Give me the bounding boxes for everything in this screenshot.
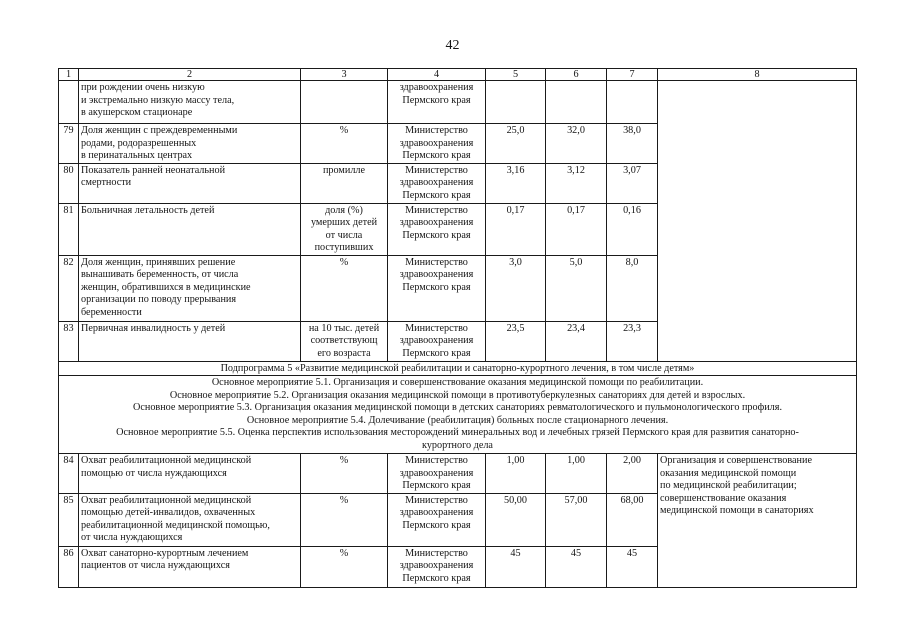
- value-cell-6: [546, 163, 607, 203]
- value-col5: 45: [510, 547, 521, 559]
- value-col6: 0,17: [567, 204, 585, 216]
- page-number: 42: [445, 38, 460, 53]
- row-number: 83: [63, 322, 74, 334]
- row-number: 86: [63, 547, 74, 559]
- unit-text: %: [339, 125, 349, 136]
- note-text: по медицинской реабилитации;: [660, 480, 797, 491]
- subprogram-title: Подпрограмма 5 «Развитие медицинской реабилитации и санаторно-курортного лечения, в том числе детям»: [220, 362, 695, 374]
- indicator-text: Доля женщин с преждевременными: [81, 125, 238, 136]
- value-col6: 57,00: [564, 494, 588, 506]
- unit-text: умерших детей: [310, 217, 378, 228]
- unit-cell: [301, 81, 388, 124]
- value-cell-5: [486, 255, 546, 321]
- value-col6: 45: [570, 547, 582, 559]
- value-col7: 0,16: [623, 204, 641, 216]
- value-col6: 1,00: [567, 455, 585, 466]
- indicator-cell: [79, 493, 301, 546]
- responsible-executor: Пермского края: [402, 519, 471, 531]
- row-number-cell: [59, 546, 79, 587]
- value-cell-7: [607, 255, 658, 321]
- column-number-2: 2: [79, 69, 301, 81]
- unit-cell: [301, 124, 388, 164]
- note-text: совершенствование оказания: [660, 492, 787, 504]
- value-cell-5: [486, 546, 546, 587]
- responsible-executor: здравоохранения: [399, 177, 474, 188]
- executor-cell: [388, 255, 486, 321]
- column-number-3: 3: [301, 69, 388, 81]
- row-number: 84: [63, 455, 74, 466]
- indicator-text: помощью детей-инвалидов, охваченных: [81, 507, 256, 518]
- responsible-executor: Министерство: [405, 494, 468, 506]
- value-cell-5: [486, 81, 546, 124]
- indicator-cell: [79, 203, 301, 255]
- responsible-executor: Пермского края: [402, 347, 471, 359]
- value-cell-6: [546, 81, 607, 124]
- activity-text: Основное мероприятие 5.4. Долечивание (реабилитация) больных после стационарного лечения.: [246, 414, 669, 426]
- value-cell-6: [546, 255, 607, 321]
- row-number: 79: [63, 125, 74, 136]
- unit-text: от числа: [325, 229, 363, 241]
- responsible-executor: Министерство: [405, 547, 468, 559]
- row-number: 80: [63, 164, 74, 176]
- value-cell-7: [607, 81, 658, 124]
- table-row: [59, 81, 857, 124]
- unit-text: %: [339, 494, 349, 506]
- activity-text: Основное мероприятие 5.2. Организация оказания медицинской помощи в противотуберкулезных санаториях для детей и взрослых.: [169, 389, 746, 401]
- row-number-cell: [59, 454, 79, 494]
- column-number-1: 1: [59, 69, 79, 81]
- responsible-executor: здравоохранения: [399, 137, 474, 149]
- unit-text: промилле: [322, 164, 366, 176]
- value-cell-7: [607, 493, 658, 546]
- responsible-executor: Министерство: [405, 204, 468, 216]
- row-number: 82: [63, 256, 74, 268]
- value-col6: 5,0: [569, 256, 583, 268]
- responsible-executor: Пермского края: [402, 189, 471, 201]
- responsible-executor: Пермского края: [402, 281, 471, 293]
- unit-text: его возраста: [317, 347, 371, 359]
- unit-cell: [301, 255, 388, 321]
- value-col6: 32,0: [567, 125, 585, 136]
- column-number-7: 7: [607, 69, 658, 81]
- value-cell-7: [607, 124, 658, 164]
- value-col5: 3,16: [506, 164, 525, 176]
- executor-cell: [388, 321, 486, 361]
- row-number: 85: [63, 494, 74, 506]
- executor-cell: [388, 203, 486, 255]
- unit-text: %: [339, 455, 349, 466]
- activity-text: Основное мероприятие 5.1. Организация и совершенствование оказания медицинской помощи по реабилитации.: [211, 377, 704, 388]
- responsible-executor: здравоохранения: [399, 269, 474, 280]
- value-cell-5: [486, 493, 546, 546]
- responsible-executor: Пермского края: [402, 572, 471, 584]
- table-header: [59, 69, 857, 81]
- indicator-text: смертности: [81, 177, 132, 188]
- indicator-text: в перинатальных центрах: [81, 150, 193, 161]
- unit-text: %: [339, 256, 349, 268]
- responsible-executor: Министерство: [405, 455, 468, 466]
- value-cell-6: [546, 203, 607, 255]
- indicator-text: в акушерском стационаре: [81, 107, 193, 118]
- indicator-text: вынашивать беременность, от числа: [81, 269, 239, 280]
- column-number-8: 8: [658, 69, 857, 81]
- indicator-text: от числа нуждающихся: [81, 532, 183, 543]
- value-cell-6: [546, 546, 607, 587]
- value-cell-7: [607, 454, 658, 494]
- indicator-text: родами, родоразрешенных: [81, 137, 197, 149]
- row-number-cell: [59, 163, 79, 203]
- indicator-cell: [79, 546, 301, 587]
- executor-cell: [388, 163, 486, 203]
- value-cell-6: [546, 124, 607, 164]
- value-cell-6: [546, 321, 607, 361]
- unit-text: на 10 тыс. детей: [308, 322, 380, 334]
- row-number-cell: [59, 493, 79, 546]
- activity-text: Основное мероприятие 5.3. Организация оказания медицинской помощи в детских санаториях ревматологического и пульмонологического профиля.: [132, 402, 782, 413]
- indicator-text: Больничная летальность детей: [81, 204, 215, 216]
- value-col5: 1,00: [506, 455, 525, 466]
- indicator-text: Охват реабилитационной медицинской: [81, 455, 252, 466]
- value-col7: 23,3: [623, 322, 641, 334]
- executor-cell: [388, 546, 486, 587]
- unit-text: %: [339, 547, 349, 559]
- responsible-executor: Пермского края: [402, 150, 471, 161]
- table-row: [59, 454, 857, 494]
- responsible-executor: Министерство: [405, 322, 468, 334]
- responsible-executor: здравоохранения: [399, 335, 474, 346]
- indicator-text: помощью от числа нуждающихся: [81, 467, 227, 479]
- indicator-cell: [79, 81, 301, 124]
- value-cell-6: [546, 454, 607, 494]
- row-number-cell: [59, 124, 79, 164]
- value-cell-7: [607, 321, 658, 361]
- executor-cell: [388, 493, 486, 546]
- indicators-table: [58, 68, 857, 588]
- activity-text: курортного дела: [422, 439, 493, 451]
- unit-text: доля (%): [325, 204, 363, 216]
- note-text: Организация и совершенствование: [660, 455, 812, 466]
- executor-cell: [388, 124, 486, 164]
- value-cell-5: [486, 163, 546, 203]
- unit-cell: [301, 493, 388, 546]
- value-cell-5: [486, 321, 546, 361]
- value-col7: 3,07: [623, 164, 641, 176]
- unit-cell: [301, 321, 388, 361]
- value-col5: 0,17: [506, 204, 525, 216]
- row-number-cell: [59, 81, 79, 124]
- unit-text: поступивших: [314, 242, 374, 253]
- indicator-text: Охват санаторно-курортным лечением: [81, 547, 249, 559]
- activity-text: Основное мероприятие 5.5. Оценка перспектив использования месторождений минеральных вод и лечебных грязей Пермского края для развития санаторно-: [116, 427, 799, 438]
- value-cell-5: [486, 203, 546, 255]
- indicator-text: женщин, обратившихся в медицинские: [81, 281, 251, 293]
- unit-cell: [301, 454, 388, 494]
- indicator-cell: [79, 163, 301, 203]
- executor-cell: [388, 81, 486, 124]
- value-col5: 50,00: [504, 494, 527, 506]
- indicator-text: реабилитационной медицинской помощью,: [81, 519, 270, 531]
- column-number-row: [59, 69, 857, 81]
- value-col7: 8,0: [625, 256, 639, 268]
- indicator-text: беременности: [81, 306, 142, 318]
- value-cell-5: [486, 454, 546, 494]
- value-col5: 23,5: [506, 322, 525, 334]
- responsible-executor: здравоохранения: [399, 507, 474, 518]
- value-cell-5: [486, 124, 546, 164]
- column-number-5: 5: [486, 69, 546, 81]
- indicator-text: при рождении очень низкую: [81, 82, 205, 93]
- responsible-executor: здравоохранения: [399, 560, 474, 571]
- responsible-executor: Министерство: [405, 256, 468, 268]
- notes-cell: [658, 81, 857, 362]
- column-number-4: 4: [388, 69, 486, 81]
- column-number-6: 6: [546, 69, 607, 81]
- row-number-cell: [59, 321, 79, 361]
- value-cell-7: [607, 546, 658, 587]
- responsible-executor: Министерство: [405, 164, 468, 176]
- indicator-text: организации по поводу прерывания: [81, 294, 237, 305]
- value-cell-7: [607, 163, 658, 203]
- indicator-cell: [79, 454, 301, 494]
- value-col5: 3,0: [509, 256, 522, 268]
- responsible-executor: здравоохранения: [399, 82, 474, 93]
- indicator-text: и экстремально низкую массу тела,: [81, 94, 235, 106]
- indicator-text: пациентов от числа нуждающихся: [81, 560, 230, 571]
- responsible-executor: здравоохранения: [399, 467, 474, 479]
- unit-cell: [301, 546, 388, 587]
- subprogram-row: [59, 361, 857, 376]
- notes-cell: [658, 454, 857, 588]
- row-number: 81: [63, 204, 74, 216]
- unit-cell: [301, 163, 388, 203]
- value-col7: 38,0: [623, 125, 641, 136]
- responsible-executor: Пермского края: [402, 229, 471, 241]
- value-col6: 23,4: [567, 322, 585, 334]
- subprogram-cell: [59, 361, 857, 376]
- indicator-text: Доля женщин, принявших решение: [81, 256, 236, 268]
- value-col7: 45: [626, 547, 638, 559]
- row-number-cell: [59, 203, 79, 255]
- table-body: [59, 81, 857, 588]
- activities-cell: [59, 376, 857, 454]
- indicator-cell: [79, 255, 301, 321]
- row-number-cell: [59, 255, 79, 321]
- indicator-cell: [79, 321, 301, 361]
- value-col7: 2,00: [623, 455, 641, 466]
- indicator-cell: [79, 124, 301, 164]
- unit-text: соответствующ: [310, 335, 378, 346]
- value-col5: 25,0: [506, 125, 525, 136]
- unit-cell: [301, 203, 388, 255]
- executor-cell: [388, 454, 486, 494]
- responsible-executor: здравоохранения: [399, 217, 474, 228]
- indicator-text: Первичная инвалидность у детей: [81, 322, 226, 334]
- value-col7: 68,00: [620, 494, 644, 506]
- indicator-text: Охват реабилитационной медицинской: [81, 494, 252, 506]
- responsible-executor: Пермского края: [402, 94, 471, 106]
- activities-row: [59, 376, 857, 454]
- note-text: медицинской помощи в санаториях: [660, 505, 814, 516]
- note-text: оказания медицинской помощи: [660, 467, 797, 479]
- indicator-text: Показатель ранней неонатальной: [81, 164, 226, 176]
- value-cell-6: [546, 493, 607, 546]
- value-cell-7: [607, 203, 658, 255]
- value-col6: 3,12: [567, 164, 585, 176]
- responsible-executor: Министерство: [405, 125, 468, 136]
- responsible-executor: Пермского края: [402, 480, 471, 491]
